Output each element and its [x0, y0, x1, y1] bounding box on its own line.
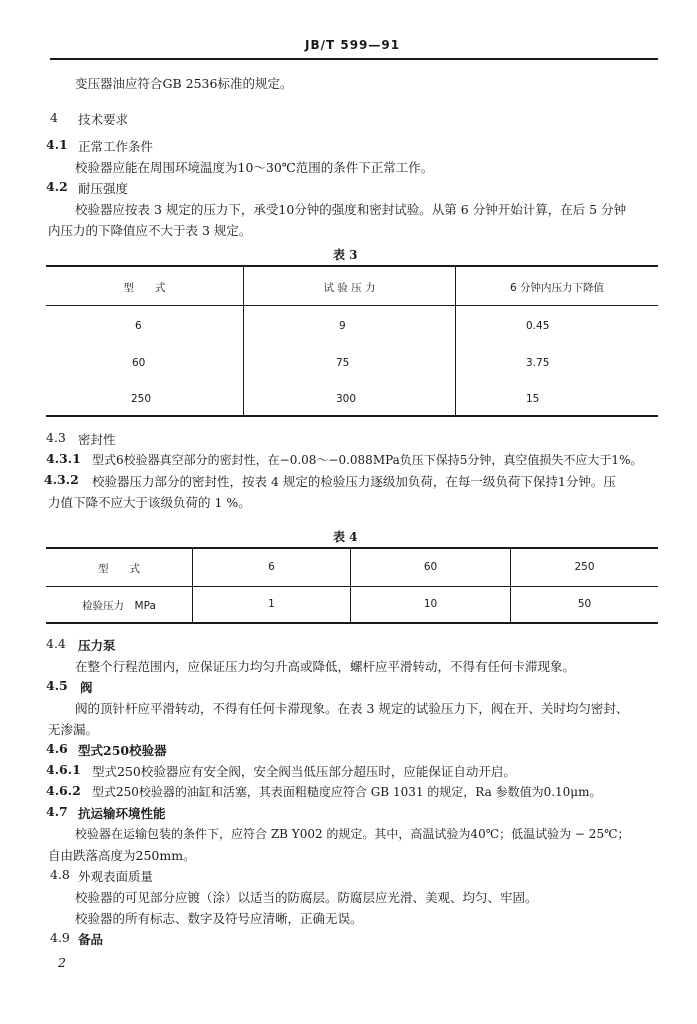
table-3-cell: 15	[526, 393, 540, 405]
section-4-3-2-number: 4.3.2	[44, 472, 79, 487]
table-4-cell: 检验压力 MPa	[82, 600, 156, 612]
table-3-caption: 表 3	[333, 248, 358, 262]
header-rule	[50, 58, 658, 60]
table-3-cell: 0.45	[526, 320, 550, 332]
section-4-4-title: 压力泵	[78, 638, 116, 653]
table-4-cell: 1	[268, 598, 275, 610]
section-4-8-text-line1: 校验器的可见部分应镀（涂）以适当的防腐层。防腐层应光滑、美观、均匀、牢固。	[75, 890, 538, 905]
section-4-1-title: 正常工作条件	[78, 139, 154, 154]
table-4-cell: 250	[574, 561, 595, 573]
section-4-6-title: 型式250校验器	[78, 743, 167, 758]
table-4-bottom-border	[46, 622, 658, 624]
table-3-header-rule	[46, 305, 658, 306]
table-4-cell: 型 式	[98, 563, 140, 575]
section-4-6-1-text: 型式250校验器应有安全阀，安全阀当低压部分超压时，应能保证自动开启。	[92, 764, 516, 779]
table-4-cell: 10	[423, 598, 438, 610]
section-4-9-number: 4.9	[50, 930, 70, 945]
section-4-7-title: 抗运输环境性能	[78, 806, 166, 821]
section-4-8-text-line2: 校验器的所有标志、数字及符号应清晰，正确无误。	[75, 911, 363, 926]
section-4-3-2-text-line1: 校验器压力部分的密封性，按表 4 规定的检验压力逐级加负荷，在每一级负荷下保持1分钟。压	[92, 474, 616, 489]
section-4-4-text: 在整个行程范围内，应保证压力均匀升高或降低，螺杆应平滑转动，不得有任何卡滞现象。	[75, 659, 576, 674]
table-3-cell: 9	[339, 320, 346, 332]
table-3-bottom-border	[46, 415, 658, 417]
intro-line: 变压器油应符合GB 2536标准的规定。	[75, 76, 293, 91]
section-4-7-number: 4.7	[46, 804, 68, 819]
section-4-3-title: 密封性	[78, 432, 116, 447]
section-4-6-1-number: 4.6.1	[46, 762, 81, 777]
table-3-cell: 3.75	[526, 357, 550, 369]
section-4-2-title: 耐压强度	[78, 181, 129, 196]
section-4-4-number: 4.4	[46, 636, 66, 651]
table-3-cell: 75	[336, 357, 350, 369]
section-4-title: 技术要求	[78, 112, 129, 127]
table-4-top-border	[46, 547, 658, 549]
section-4-8-title: 外观表面质量	[78, 869, 154, 884]
section-4-2-text-line1: 校验器应按表 3 规定的压力下，承受10分钟的强度和密封试验。从第 6 分钟开始计算，在后 5 分钟	[75, 202, 627, 217]
section-4-7-text-line1: 校验器在运输包装的条件下，应符合 ZB Y002 的规定。其中，高温试验为40℃；低温试验为 − 25℃；	[75, 827, 630, 841]
table-3-header-cell: 试 验 压 力	[323, 282, 376, 294]
section-4-2-number: 4.2	[46, 179, 68, 194]
table-4-cell: 60	[423, 561, 438, 573]
table-3-header-cell: 6 分钟内压力下降值	[509, 282, 605, 294]
section-4-8-number: 4.8	[50, 867, 70, 882]
document-code: JB/T 599—91	[305, 38, 401, 52]
section-4-6-number: 4.6	[46, 741, 68, 756]
section-4-3-1-number: 4.3.1	[46, 451, 81, 466]
page-number: 2	[58, 955, 66, 970]
section-4-5-title: 阀	[80, 680, 93, 695]
section-4-7-text-line2: 自由跌落高度为250mm。	[48, 848, 196, 863]
table-4-col-divider-2	[350, 547, 351, 623]
section-4-6-2-number: 4.6.2	[46, 783, 81, 798]
section-4-3-number: 4.3	[46, 430, 66, 445]
section-4-5-number: 4.5	[46, 678, 68, 693]
table-4-row-rule	[46, 586, 658, 587]
section-4-1-text: 校验器应能在周围环境温度为10～30℃范围的条件下正常工作。	[75, 160, 434, 175]
section-4-5-text-line2: 无渗漏。	[48, 722, 99, 737]
section-4-2-text-line2: 内压力的下降值应不大于表 3 规定。	[48, 223, 252, 238]
section-4-3-1-text: 型式6校验器真空部分的密封性，在−0.08～−0.088MPa负压下保持5分钟，真空值损失不应大于1%。	[92, 453, 643, 467]
table-4-col-divider-3	[510, 547, 511, 623]
table-4-cell: 6	[268, 561, 275, 573]
table-3-cell: 6	[135, 320, 142, 332]
section-4-number: 4	[50, 110, 58, 125]
table-3-cell: 300	[336, 393, 357, 405]
table-4-col-divider-1	[192, 547, 193, 623]
table-3-cell: 250	[131, 393, 152, 405]
section-4-1-number: 4.1	[46, 137, 68, 152]
section-4-6-2-text: 型式250校验器的油缸和活塞，其表面粗糙度应符合 GB 1031 的规定，Ra 参数值为0.10μm。	[92, 785, 602, 799]
section-4-5-text-line1: 阀的顶针杆应平滑转动，不得有任何卡滞现象。在表 3 规定的试验压力下，阀在开、关时均匀密封、	[75, 701, 629, 716]
table-3-header-cell: 型 式	[123, 282, 166, 294]
section-4-9-title: 备品	[78, 932, 104, 947]
section-4-3-2-text-line2: 力值下降不应大于该级负荷的 1 %。	[48, 495, 251, 510]
table-3-cell: 60	[132, 357, 146, 369]
table-4-cell: 50	[577, 598, 592, 610]
table-4-caption: 表 4	[333, 530, 358, 544]
table-3-top-border	[46, 265, 658, 267]
